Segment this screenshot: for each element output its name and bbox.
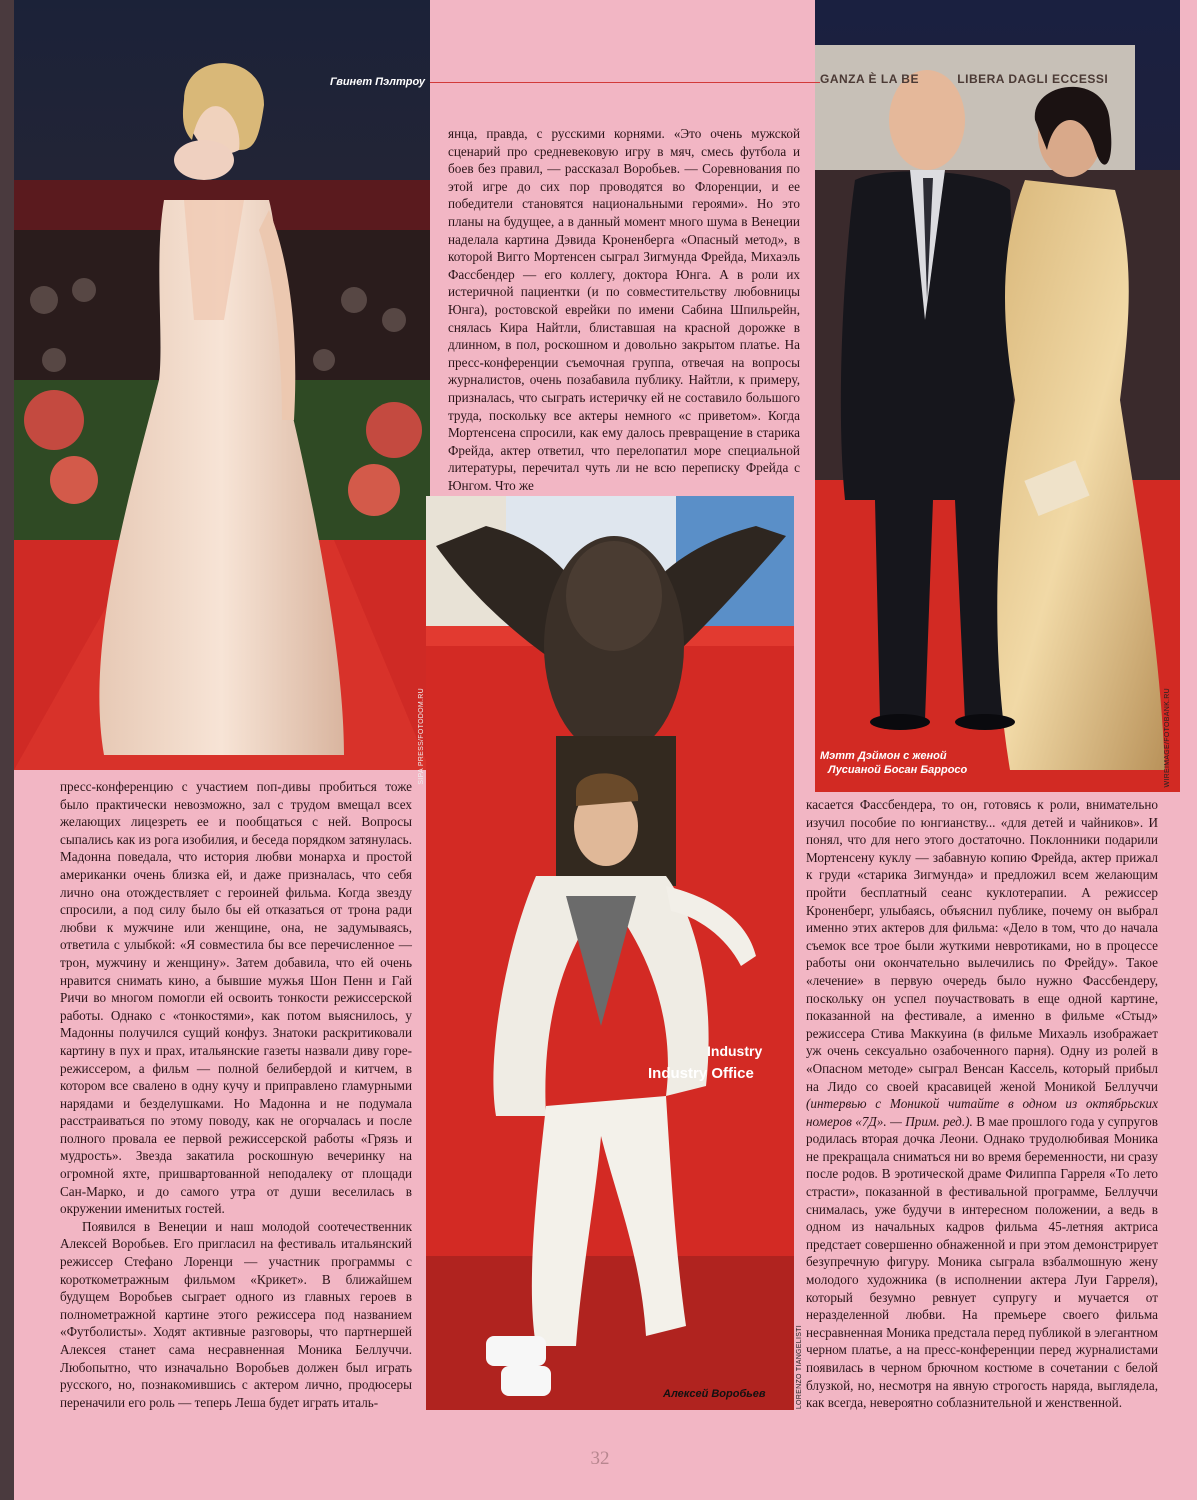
editor-note: (интервью с Моникой читайте в одном из октябрьских номеров «7Д». — Прим. ред.).	[806, 1096, 1158, 1129]
paragraph-right-1	[806, 796, 1158, 1412]
paragraph-right-1a: касается Фассбендера, то он, готовясь к роли, внимательно изучил пособие по юнгианству... «для детей и чайников». И понял, что для него этого достаточно. Поклонники подарили Мортенсену куклу — забавную копию Фрейда, актер прижал к груди «старика Зигмунда» и предложил всем желающим пройти бесплатный сеанс куклотерапии. А режиссер Кроненберг, улыбаясь, объяснил публике, почему он выбрал именно этих актеров для фильма: «Дело в том, что до начала съемок все трое были жуткими невротиками, но в процессе работы они окончательно вылечились по Фрейду». Такое «лечение» в первую очередь было нужно Фассбендеру, поскольку он успел поучаствовать в еще одной картине, показанной на фестивале, а именно в фильме «Стыд» режиссера Стива Маккуина (в фильме Михаэль изображает уж очень сексуально озабоченного парня). Одну из ролей в «Опасном методе» сыграл Венсан Кассель, который прибыл на Лидо со своей красавицей женой Моникой Беллуччи	[806, 797, 1158, 1094]
paragraph-right-1b: В мае прошлого года у супругов родилась вторая дочка Леони. Однако трудолюбивая Моника не прекращала сниматься ни во время беременности, ни сразу после родов. В эротической драме Филиппа Гарреля «То лето страсти», показанной в фестивальной программе, Беллуччи снималась, уже будучи в интересном положении, а ведь в одном из начальных кадров фильма 45-летняя актриса предстает совершенно обнаженной и при этом демонстрирует безупречную фигуру. Моника сыграла взбалмошную жену молодого художника (в исполнении актера Луи Гарреля), который безумно ревнует супругу и мучается от неразделенной любви. На премьере своего фильма несравненная Моника предстала перед публикой в элегантном черном платье, а на пресс-конференции перед журналистами появилась в черном брючном костюме в сочетании с белой блузкой, но, несмотря на явную строгость наряда, выглядела, как всегда, невероятно соблазнительной и женственной.	[806, 1113, 1159, 1411]
photo-paltrow	[14, 0, 430, 770]
caption-vorobyev: Алексей Воробьев	[663, 1388, 766, 1400]
red-rule	[430, 82, 820, 83]
venice-banner: GANZA È LA BE LIBERA DAGLI ECCESSI	[820, 72, 1109, 86]
paragraph-middle: янца, правда, с русскими корнями. «Это очень мужской сценарий про средневековую игру в мяч, смесь футбола и боев без правил, — рассказал Воробьев. — Соревнования по этой игре до сих пор проводятся во Флоренции, и ее победители становятся национальными героями». Но это планы на будущее, а в данный момент много шума в Венеции наделала картина Дэвида Кроненберга «Опасный метод», в которой Вигго Мортенсен сыграл Зигмунда Фрейда, Михаэль Фассбендер — его коллегу, доктора Юнга. А в роли их истеричной пациентки (и по совместительству любовницы Юнга), ростовской еврейки по имени Сабина Шпильрейн, снялась Кира Найтли, блиставшая на красной дорожке в длинном, в пол, роскошном и довольно закрытом платье. На пресс-конференции съемочная группа, отвечая на вопросы журналистов, очень позабавила публику. Найтли, к примеру, призналась, что сыграть истеричку ей не составило большого труда, поскольку все актеры немного «с приветом». Когда Мортенсена спросили, как ему далось превращение в старика Фрейда, актер ответил, что перелопатил море специальной литературы, перечитал чуть ли не всю переписку Фрейда с Юнгом. Что же	[448, 126, 800, 493]
industry-sign-2: Industry Office	[648, 1065, 754, 1082]
paragraph-left-2: Появился в Венеции и наш молодой соотечественник Алексей Воробьев. Его пригласил на фестиваль итальянский режиссер Стефано Лоренци — участник программы с короткометражным фильмом «Крикет». В ближайшем будущем Воробьев сыграет одного из главных героев в полнометражной картине этого режиссера под названием «Футболисты». Ходят активные разговоры, что партнершей Алексея станет сама несравненная Моника Беллуччи. Любопытно, что изначально Воробьев должен был играть русского, но, познакомившись с актером лично, продюсеры переначили его роль — теперь Леша будет играть италь-	[60, 1218, 412, 1410]
paltrow-image	[14, 0, 430, 770]
text-column-left	[60, 778, 412, 1411]
binding-edge	[0, 0, 14, 1500]
text-column-middle-top	[448, 125, 800, 494]
caption-damon-line2: Лусианой Босан Барросо	[828, 763, 968, 776]
credit-paltrow: SIPA PRESS/FOTODOM.RU	[418, 688, 425, 785]
credit-vorobyev: LORENZO TIANGELISTI	[796, 1325, 803, 1410]
text-column-right	[806, 796, 1158, 1412]
vorobyev-image	[426, 496, 794, 1410]
photo-damon	[815, 0, 1180, 792]
caption-paltrow: Гвинет Пэлтроу	[330, 76, 426, 88]
page-number: 32	[590, 1448, 610, 1469]
caption-damon-line1: Мэтт Дэймон с женой	[820, 750, 947, 762]
caption-damon	[820, 750, 967, 778]
photo-vorobyev	[426, 496, 794, 1410]
credit-damon: WIREIMAGE/FOTOBANK.RU	[1164, 688, 1171, 788]
paragraph-left-1: пресс-конференцию с участием поп-дивы пробиться тоже было практически невозможно, зал с трудом вмещал всех желающих лицезреть ее и пообщаться с ней. Вопросы сыпались как из рога изобилия, и беседа порядком затянулась. Мадонна поведала, что история любви монарха и простой американки очень близка ей, и даже призналась, что себя лично она отождествляет с героиней фильма. Когда звезду спросили, а под силу было бы ей отказаться от трона ради любви к мужчине или женщине, она, не задумываясь, ответила с улыбкой: «Я совместила бы все перечисленное — трон, мужчину и женщину». Затем добавила, что ей очень нравится снимать кино, а бывшие мужья Шон Пенн и Гай Ричи во многом помогли ей освоить тонкости режиссерской работы. Однако с «тонкостями», как потом выяснилось, у Мадонны получился сущий конфуз. Знатоки раскритиковали картину в пух и прах, итальянские газеты назвали диву горе-режиссером, а фильм — полной белибердой и китчем, в котором все свалено в одну кучу и приправлено гламурными нарядами и безделушками. Но Мадонна и не подумала расстраиваться по этому поводу, как не огорчалась и после полного провала ее первой режиссерской работы «Грязь и мудрость». Звезда закатила роскошную вечеринку на огромной яхте, пришвартованной неподалеку от площади Сан-Марко, и до самого утра от души веселилась в окружении именитых гостей.	[60, 779, 412, 1217]
damon-image	[815, 0, 1180, 792]
industry-sign-1: Industry	[707, 1043, 763, 1059]
